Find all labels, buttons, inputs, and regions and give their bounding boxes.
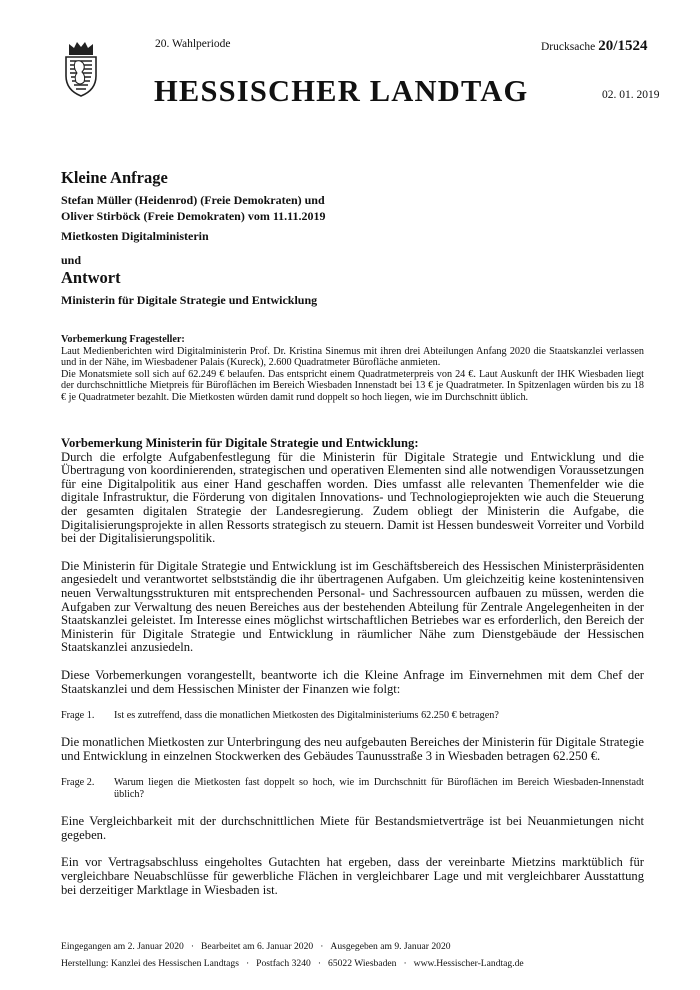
- antwort-2a: Eine Vergleichbarkeit mit der durchschnittlichen Miete für Bestandsmietverträge ist bei Neuanmietungen nicht gegeben.: [61, 814, 644, 842]
- document-date: 02. 01. 2019: [602, 89, 660, 101]
- footer-separator: ·: [403, 958, 407, 969]
- footer-separator: ·: [190, 941, 195, 952]
- antwort-title: Antwort: [61, 268, 121, 287]
- frage-2-number: Frage 2.: [61, 777, 95, 789]
- authors-line-1: Stefan Müller (Heidenrod) (Freie Demokraten) und: [61, 193, 325, 207]
- und-label: und: [61, 253, 82, 267]
- footer-postfach: Postfach 3240: [256, 958, 311, 969]
- responder: Ministerin für Digitale Strategie und Entwicklung: [61, 293, 318, 307]
- footer-separator: ·: [317, 958, 322, 969]
- vorbemerkung-ministerin-label: Vorbemerkung Ministerin für Digitale Strategie und Entwicklung:: [61, 436, 419, 450]
- footer-imprint: [61, 955, 661, 972]
- frage-1: [61, 710, 644, 722]
- footer: [61, 938, 661, 972]
- landtag-title: HESSISCHER LANDTAG: [154, 74, 529, 108]
- vorbemerkung-ministerin-p2: Die Ministerin für Digitale Strategie und Entwicklung ist im Geschäftsbereich des Hessischen Ministerpräsidenten angesiedelt und verantwortet selbstständig die ihr übertragenen Aufgaben. Um gleichzeitig keine kostenintensiven neuen Verwaltungsstrukturen mit entsprechenden Personal- und Sachressourcen aufbauen zu müssen, werden die Aufgaben zur Verwaltung des neuen Bereiches aus der bestehenden Abteilung für Zentrale Angelegenheiten in der Staatskanzlei geleistet. Im Interesse eines möglichst wirtschaftlichen Betriebes war es erforderlich, den Bereich der Ministerin für Digitale Strategie und Entwicklung in räumlicher Nähe zum Dienstgebäude der Hessischen Staatskanzlei anzusiedeln.: [61, 558, 644, 655]
- vorbemerkung-fragesteller-label: Vorbemerkung Fragesteller:: [61, 334, 185, 345]
- frage-2-question: Warum liegen die Mietkosten fast doppelt so hoch, wie im Durchschnitt für Büroflächen im Bereich Wiesbaden-Innenstadt üblich?: [114, 777, 644, 801]
- footer-bearbeitet: Bearbeitet am 6. Januar 2020: [201, 941, 314, 952]
- antwort-1: Die monatlichen Mietkosten zur Unterbringung des neu aufgebauten Bereiches der Ministerin für Digitale Strategie und Entwicklung in einzelnen Stockwerken des Gebäudes Taunusstraße 3 in Wiesbaden betragen 62.250 €.: [61, 735, 644, 763]
- vorbemerkung-ministerin-p3: Diese Vorbemerkungen vorangestellt, beantworte ich die Kleine Anfrage im Einvernehmen mit dem Chef der Staatskanzlei und dem Hessischen Minister der Finanzen wie folgt:: [61, 667, 644, 696]
- footer-ort: 65022 Wiesbaden: [328, 958, 397, 969]
- footer-dates: [61, 938, 661, 955]
- main-body: [61, 437, 644, 897]
- vorbemerkung-ministerin-p1: Durch die erfolgte Aufgabenfestlegung für die Ministerin für Digitale Strategie und Entwicklung und die Übertragung von koordinierenden, strategischen und operativen Elementen sind alle notwendigen Voraussetzungen für eine Digitalpolitik aus einer Hand geschaffen worden. Dies umfasst alle relevanten Themenfelder wie die digitale Infrastruktur, die Förderung von digitalen Innovations- und Technologieprojekten wie auch die Steuerung der gesamten digitalen Strategie der Landesregierung. Zudem obliegt der Ministerin die Aufgabe, die Digitalisierungsprojekte in allen Ressorts strategisch zu steuern. Damit ist Hessen bundesweit Vorreiter und Vorbild bei der Digitalisierungspolitik.: [61, 449, 644, 546]
- drucksache-label: Drucksache: [541, 41, 596, 53]
- footer-herstellung: Herstellung: Kanzlei des Hessischen Landtags: [61, 958, 239, 969]
- vorbemerkung-fragesteller-p2: Die Monatsmiete soll sich auf 62.249 € belaufen. Das entspricht einem Quadratmeterpreis von 24 €. Laut Auskunft der IHK Wiesbaden liegt der durchschnittliche Mietpreis für Büroflächen im Bereich Wiesbaden Innenstadt bei 13 € je Quadratmeter. In Spitzenlagen würden bis zu 18 € je Quadratmeter bezahlt. Die Mietkosten würden damit rund doppelt so hoch liegen, wie im Durchschnitt üblich.: [61, 368, 644, 403]
- drucksache-number: 20/1524: [598, 38, 648, 54]
- vorbemerkung-fragesteller: [61, 334, 644, 404]
- footer-web-link[interactable]: www.Hessischer-Landtag.de: [413, 958, 524, 969]
- wahlperiode: 20. Wahlperiode: [155, 38, 231, 50]
- subject: Mietkosten Digitalministerin: [61, 229, 209, 243]
- frage-1-number: Frage 1.: [61, 710, 95, 722]
- document-heading: [61, 168, 641, 308]
- authors-line-2: Oliver Stirböck (Freie Demokraten) vom 11.11.2019: [61, 209, 326, 223]
- kleine-anfrage-title: Kleine Anfrage: [61, 168, 168, 187]
- frage-1-question: Ist es zutreffend, dass die monatlichen Mietkosten des Digitalministeriums 62.250 € betragen?: [114, 710, 499, 722]
- footer-separator: ·: [245, 958, 250, 969]
- frage-2: [61, 777, 644, 801]
- drucksache: [541, 38, 647, 55]
- footer-separator: ·: [320, 941, 324, 952]
- antwort-2b: Ein vor Vertragsabschluss eingeholtes Gutachten hat ergeben, dass der vereinbarte Mietzins marktüblich für vergleichbare Neuabschlüsse für gewerbliche Flächen in vergleichbarer Lage und mit vergleichbarer Ausstattung bei derzeitiger Marktlage in Wiesbaden ist.: [61, 855, 644, 897]
- footer-eingegangen: Eingegangen am 2. Januar 2020: [61, 941, 184, 952]
- footer-ausgegeben: Ausgegeben am 9. Januar 2020: [330, 941, 451, 952]
- vorbemerkung-fragesteller-p1: Laut Medienberichten wird Digitalministerin Prof. Dr. Kristina Sinemus mit ihren drei Abteilungen Anfang 2020 die Staatskanzlei verlassen und in der Nähe, im Wiesbadener Palais (Kureck), 2.600 Quadratmeter Bürofläche anmieten.: [61, 345, 644, 369]
- hessen-coat-of-arms-icon: [63, 40, 99, 98]
